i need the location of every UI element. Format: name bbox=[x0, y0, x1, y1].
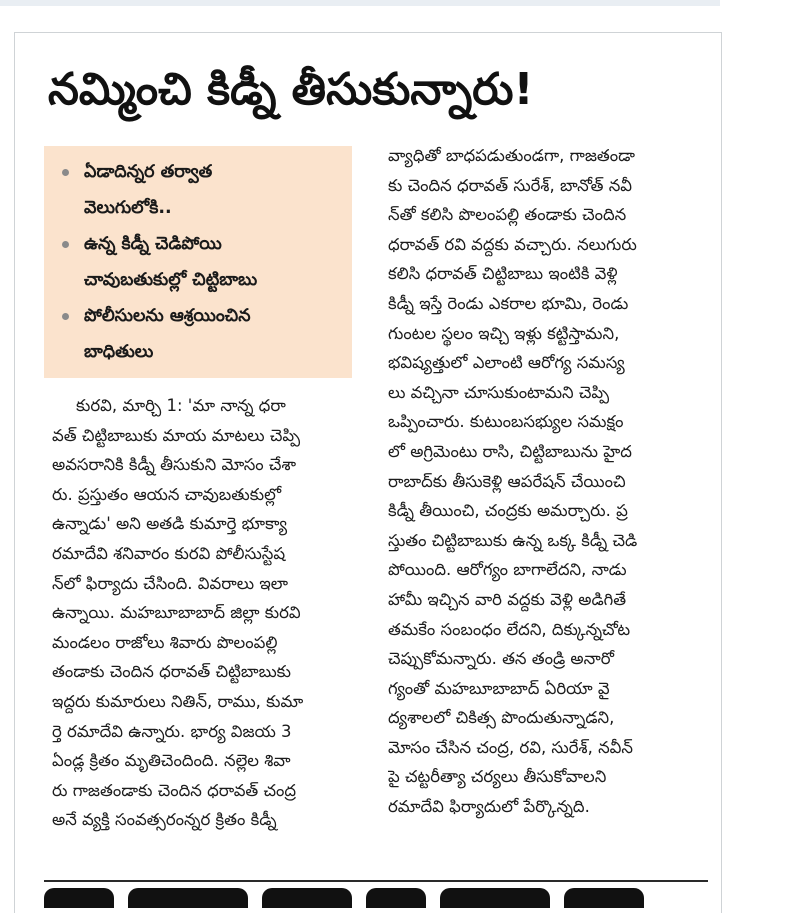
body-line: హామీ ఇచ్చిన వారి వద్దకు వెళ్లి అడిగితే bbox=[388, 589, 627, 609]
highlight-item bbox=[62, 154, 342, 226]
highlights-box bbox=[44, 146, 352, 378]
body-line: ఒప్పించారు. కుటుంబసభ్యుల సమక్షం bbox=[388, 412, 624, 432]
body-line: మోసం చేసిన చంద్ర, రవి, సురేశ్, నవీన్ bbox=[388, 737, 633, 757]
body-line: న్‌తో కలిసి పొలంపల్లి తండాకు చెందిన bbox=[388, 205, 627, 225]
body-line: లు వచ్చినా చూసుకుంటామని చెప్పి bbox=[388, 382, 610, 402]
body-line: కు చెందిన ధరావత్ సురేశ్, బానోత్ నవీ bbox=[388, 175, 633, 195]
body-line: రమాదేవి శనివారం కురవి పోలీసుస్టేష bbox=[52, 543, 286, 563]
body-line: స్తుతం చిట్టిబాబుకు ఉన్న ఒక్క కిడ్నీ చెడి bbox=[388, 530, 638, 550]
highlight-line: వెలుగులోకి.. bbox=[84, 198, 172, 218]
body-line: కురవి, మార్చి 1: 'మా నాన్న ధరా bbox=[76, 396, 286, 415]
body-line: అనే వ్యక్తి సంవత్సరంన్నర క్రితం కిడ్నీ bbox=[52, 810, 277, 830]
body-line: ద్యశాలలో చికిత్స పొందుతున్నాడని, bbox=[388, 708, 615, 728]
body-line: ఏండ్ల క్రితం మృతిచెందింది. నల్లెల శివా bbox=[52, 751, 291, 771]
body-line: పై చట్టరీత్యా చర్యలు తీసుకోవాలని bbox=[388, 767, 607, 787]
body-line: ధరావత్ రవి వద్దకు వచ్చారు. నలుగురు bbox=[388, 234, 637, 254]
highlight-line: పోలీసులను ఆశ్రయించిన bbox=[84, 306, 251, 326]
top-strip bbox=[0, 0, 720, 6]
highlight-line: ఏడాదిన్నర తర్వాత bbox=[84, 162, 213, 182]
highlight-item bbox=[62, 226, 342, 298]
body-line: రు. ప్రస్తుతం ఆయన చావుబతుకుల్లో bbox=[52, 484, 282, 504]
body-line: తండాకు చెందిన ధరావత్ చిట్టిబాబుకు bbox=[52, 662, 291, 682]
highlight-line: బాధితులు bbox=[84, 342, 154, 362]
highlight-line: చావుబతుకుల్లో చిట్టిబాబు bbox=[84, 270, 258, 290]
article-body-right-column bbox=[388, 141, 718, 822]
body-line: తమకేం సంబంధం లేదని, దిక్కున్నచోట bbox=[388, 619, 631, 639]
article-headline: నమ్మించి కిడ్నీ తీసుకున్నారు! bbox=[48, 64, 534, 115]
bullet-icon bbox=[62, 169, 69, 176]
body-line: గుంటల స్థలం ఇచ్చి ఇళ్లు కట్టిస్తామని, bbox=[388, 323, 620, 343]
body-line: ర్తె రమాదేవి ఉన్నారు. భార్య విజయ 3 bbox=[52, 721, 292, 741]
body-line: భవిష్యత్తులో ఎలాంటి ఆరోగ్య సమస్య bbox=[388, 353, 625, 373]
highlight-item bbox=[62, 298, 342, 370]
body-line: చెప్పుకోమన్నారు. తన తండ్రి అనారో bbox=[388, 649, 615, 669]
body-line: రమాదేవి ఫిర్యాదులో పేర్కొన్నది. bbox=[388, 797, 590, 817]
body-line: అవసరానికి కిడ్నీ తీసుకుని మోసం చేశా bbox=[52, 455, 296, 475]
article-body-left-column bbox=[52, 391, 358, 835]
body-line: కిడ్నీ ఇస్తే రెండు ఎకరాల భూమి, రెండు bbox=[388, 293, 629, 313]
body-line: ఉన్నాడు' అని అతడి కుమార్తె భూక్యా bbox=[52, 514, 288, 534]
body-line: పోయింది. ఆరోగ్యం బాగాలేదని, నాడు bbox=[388, 560, 627, 580]
body-line: మండలం రాజోలు శివారు పొలంపల్లి bbox=[52, 632, 278, 652]
body-line: ఉన్నాయి. మహబూబాబాద్ జిల్లా కురవి bbox=[52, 603, 301, 623]
body-line: వ్యాధితో బాధపడుతుండగా, గాజతండా bbox=[388, 146, 635, 165]
body-line: న్‌లో ఫిర్యాదు చేసింది. వివరాలు ఇలా bbox=[52, 573, 289, 593]
body-line: గ్యంతో మహబూబాబాద్ ఏరియా వై bbox=[388, 678, 610, 698]
body-line: కలిసి ధరావత్ చిట్టిబాబు ఇంటికి వెళ్లి bbox=[388, 264, 618, 284]
bullet-icon bbox=[62, 313, 69, 320]
body-line: కిడ్నీ తీయించి, చంద్రకు అమర్చారు. ప్ర bbox=[388, 501, 628, 521]
bullet-icon bbox=[62, 241, 69, 248]
body-line: లో అగ్రిమెంటు రాసి, చిట్టిబాబును హైద bbox=[388, 441, 632, 461]
next-article-headline-fragment bbox=[44, 888, 708, 908]
section-divider bbox=[44, 880, 708, 882]
body-line: ఇద్దరు కుమారులు నితిన్, రాము, కుమా bbox=[52, 691, 304, 711]
highlight-line: ఉన్న కిడ్నీ చెడిపోయి bbox=[84, 234, 222, 254]
body-line: రు గాజతండాకు చెందిన ధరావత్ చంద్ర bbox=[52, 780, 297, 800]
body-line: రాబాద్‌కు తీసుకెళ్లి ఆపరేషన్ చేయించి bbox=[388, 471, 626, 491]
body-line: వత్ చిట్టిబాబుకు మాయ మాటలు చెప్పి bbox=[52, 425, 301, 445]
